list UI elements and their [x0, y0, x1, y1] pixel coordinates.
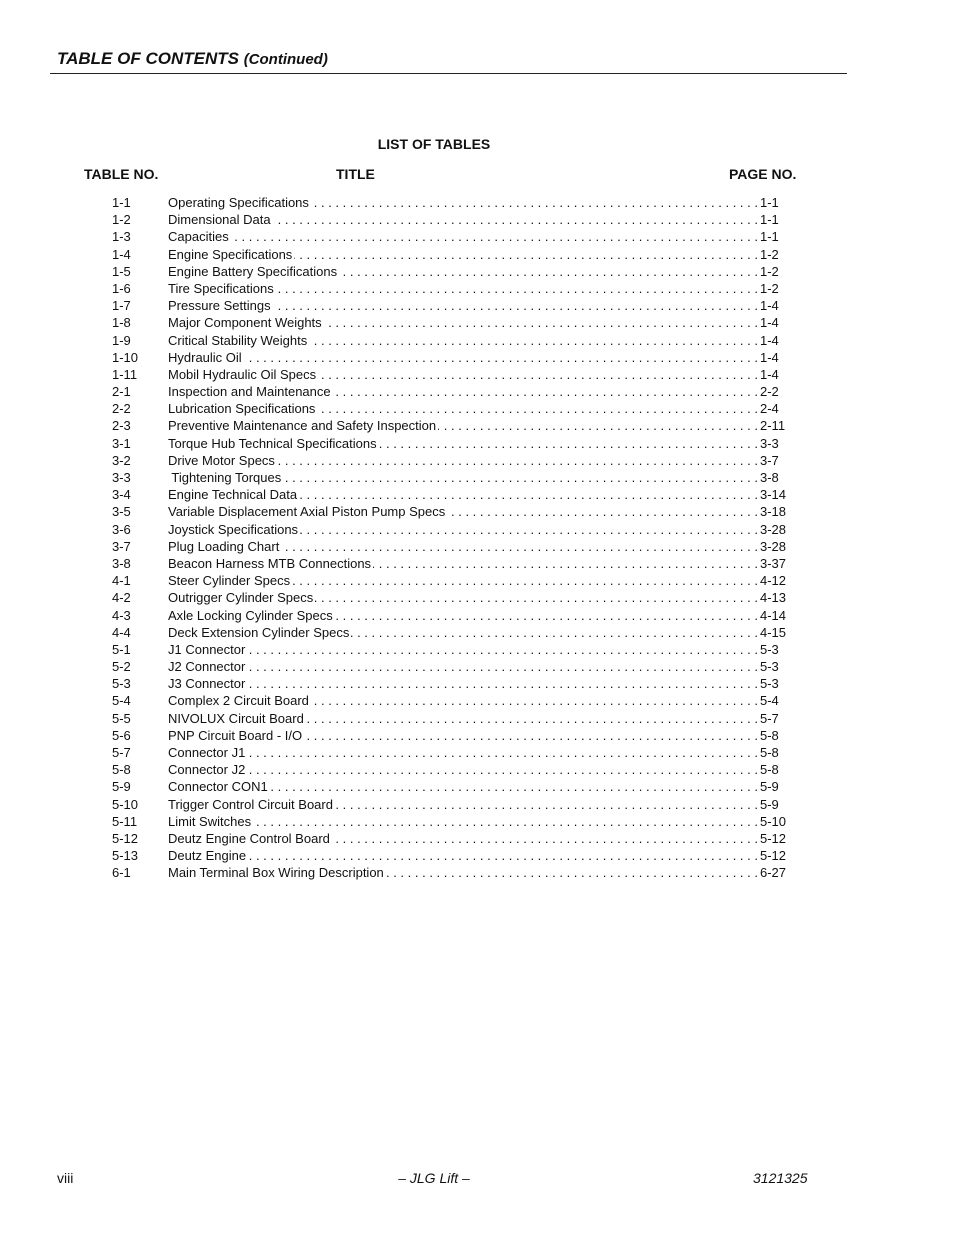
dot-leader	[351, 624, 758, 641]
entry-table-number: 6-1	[112, 865, 131, 881]
list-item[interactable]	[112, 194, 788, 211]
entry-page-number: 3-7	[760, 452, 779, 468]
dot-leader	[299, 486, 758, 503]
list-item[interactable]	[112, 641, 788, 658]
list-item[interactable]	[112, 228, 788, 245]
dot-leader	[273, 297, 758, 314]
list-item[interactable]	[112, 469, 788, 486]
dot-leader	[324, 314, 758, 331]
entry-page-number: 3-8	[760, 470, 779, 485]
list-item[interactable]	[112, 349, 788, 366]
entry-page-number: 5-8	[760, 762, 779, 778]
entry-page-number: 6-27	[760, 865, 787, 881]
dot-leader	[247, 761, 758, 778]
dot-leader	[335, 796, 758, 813]
entry-page-number: 4-13	[760, 590, 787, 606]
entry-page-number: 4-14	[760, 607, 787, 623]
entry-title: Hydraulic Oil	[168, 349, 242, 365]
list-item[interactable]	[112, 211, 788, 228]
entry-title: Tightening Torques	[168, 470, 282, 485]
entry-title: Deutz Engine Control Board	[168, 830, 330, 846]
entry-title: Drive Motor Specs	[168, 452, 275, 468]
dot-leader	[309, 332, 758, 349]
entry-table-number: 1-9	[112, 332, 131, 348]
list-item[interactable]	[112, 710, 788, 727]
entry-table-number: 2-1	[112, 384, 131, 400]
list-item[interactable]	[112, 332, 788, 349]
dot-leader	[253, 813, 758, 830]
entry-title: Major Component Weights	[168, 315, 322, 331]
entry-table-number: 5-12	[112, 830, 139, 846]
entry-title: Limit Switches	[168, 813, 252, 829]
entry-page-number: 5-9	[760, 796, 779, 812]
entry-page-number: 5-3	[760, 641, 779, 657]
entry-table-number: 1-8	[112, 315, 131, 331]
entry-title: Engine Technical Data	[168, 487, 298, 503]
dot-leader	[231, 228, 758, 245]
entry-table-number: 3-6	[112, 521, 131, 537]
header-title-text: TABLE OF CONTENTS	[57, 49, 239, 68]
entry-page-number: 1-1	[760, 195, 779, 210]
list-item[interactable]	[112, 624, 788, 641]
list-item[interactable]	[112, 589, 788, 606]
dot-leader	[335, 607, 758, 624]
list-item[interactable]	[112, 280, 788, 297]
dot-leader	[247, 744, 758, 761]
entry-title: Connector J1	[168, 745, 246, 760]
entry-title: Outrigger Cylinder Specs	[168, 590, 314, 606]
dot-leader	[276, 280, 758, 297]
entry-table-number: 5-11	[112, 813, 138, 829]
footer-publisher: – JLG Lift –	[398, 1170, 470, 1186]
dot-leader	[386, 864, 758, 881]
entry-page-number: 3-28	[760, 521, 787, 537]
entry-table-number: 1-7	[112, 298, 131, 314]
entry-page-number: 3-18	[760, 504, 787, 520]
entry-table-number: 2-3	[112, 418, 131, 434]
list-item[interactable]	[112, 521, 788, 538]
entry-title: Engine Specifications	[168, 246, 293, 262]
list-item[interactable]	[112, 572, 788, 589]
entry-page-number: 3-28	[760, 538, 787, 554]
entry-table-number: 2-2	[112, 401, 131, 417]
footer-document-number: 3121325	[753, 1170, 808, 1186]
dot-leader	[281, 538, 758, 555]
dot-leader	[315, 589, 758, 606]
entry-title: Deutz Engine	[168, 848, 247, 864]
entry-page-number: 5-12	[760, 848, 787, 864]
entry-page-number: 1-4	[760, 315, 779, 331]
entry-page-number: 5-8	[760, 727, 779, 743]
entry-title: Inspection and Maintenance	[168, 384, 331, 400]
entry-page-number: 1-1	[760, 212, 779, 228]
dot-leader	[311, 692, 758, 709]
entry-table-number: 5-10	[112, 796, 139, 812]
list-item[interactable]	[112, 607, 788, 624]
column-header-title: TITLE	[336, 166, 375, 182]
list-item[interactable]	[112, 813, 788, 830]
entry-page-number: 5-10	[760, 813, 787, 829]
entry-title: Torque Hub Technical Specifications	[168, 435, 377, 451]
column-header-table-no: TABLE NO.	[84, 166, 159, 182]
dot-leader	[277, 452, 758, 469]
entry-title: Capacities	[168, 229, 229, 245]
list-item[interactable]	[112, 400, 788, 417]
entry-table-number: 1-3	[112, 229, 131, 245]
entry-title: Tire Specifications	[168, 280, 274, 296]
list-of-tables-heading: LIST OF TABLES	[377, 136, 491, 152]
entry-title: Pressure Settings	[168, 298, 271, 314]
entry-title: NIVOLUX Circuit Board	[168, 710, 304, 726]
list-item[interactable]	[112, 692, 788, 709]
list-item[interactable]	[112, 830, 788, 847]
entry-page-number: 1-4	[760, 349, 779, 365]
dot-leader	[270, 778, 758, 795]
entry-page-number: 5-7	[760, 710, 779, 726]
table-of-contents-list	[112, 194, 788, 882]
list-item[interactable]	[112, 727, 788, 744]
entry-table-number: 5-6	[112, 727, 131, 743]
entry-page-number: 1-2	[760, 246, 779, 262]
entry-title: PNP Circuit Board - I/O	[168, 727, 303, 743]
list-item[interactable]	[112, 263, 788, 280]
entry-table-number: 5-1	[112, 641, 131, 657]
dot-leader	[300, 521, 758, 538]
dot-leader	[317, 400, 758, 417]
entry-table-number: 4-3	[112, 607, 131, 623]
header-continued-text: (Continued)	[243, 51, 328, 68]
dot-leader	[333, 383, 758, 400]
entry-title: Main Terminal Box Wiring Description	[168, 865, 384, 881]
entry-title: Lubrication Specifications	[168, 401, 316, 417]
entry-page-number: 4-12	[760, 573, 787, 589]
list-item[interactable]	[112, 417, 788, 434]
entry-table-number: 1-6	[112, 280, 131, 296]
dot-leader	[339, 263, 758, 280]
dot-leader	[273, 211, 758, 228]
entry-table-number: 4-4	[112, 624, 131, 640]
column-header-page-no: PAGE NO.	[729, 166, 797, 182]
entry-table-number: 5-4	[112, 693, 131, 709]
entry-page-number: 3-14	[760, 487, 787, 503]
footer-page-number: viii	[57, 1170, 74, 1186]
list-item[interactable]	[112, 366, 788, 383]
entry-table-number: 5-8	[112, 762, 131, 778]
dot-leader	[304, 727, 758, 744]
dot-leader	[247, 675, 758, 692]
entry-page-number: 5-4	[760, 693, 779, 709]
dot-leader	[318, 366, 758, 383]
entry-table-number: 3-4	[112, 487, 131, 503]
list-item[interactable]	[112, 435, 788, 452]
list-item[interactable]	[112, 314, 788, 331]
entry-table-number: 3-7	[112, 538, 131, 554]
list-item[interactable]	[112, 778, 788, 795]
entry-page-number: 1-1	[760, 229, 779, 245]
entry-page-number: 2-2	[760, 384, 779, 400]
entry-title: Variable Displacement Axial Piston Pump Specs	[168, 504, 446, 520]
list-item[interactable]	[112, 761, 788, 778]
entry-title: Preventive Maintenance and Safety Inspection	[168, 418, 437, 434]
list-item[interactable]	[112, 864, 788, 881]
entry-table-number: 4-1	[112, 573, 131, 589]
entry-page-number: 1-2	[760, 280, 779, 296]
entry-title: Beacon Harness MTB Connections	[168, 555, 372, 571]
entry-page-number: 5-12	[760, 830, 787, 846]
list-item[interactable]	[112, 538, 788, 555]
dot-leader	[247, 641, 758, 658]
entry-title: Complex 2 Circuit Board	[168, 693, 309, 709]
entry-table-number: 1-11	[112, 366, 138, 382]
entry-page-number: 3-3	[760, 435, 779, 451]
dot-leader	[379, 435, 758, 452]
list-item[interactable]	[112, 452, 788, 469]
entry-page-number: 2-11	[760, 418, 786, 434]
dot-leader	[248, 847, 758, 864]
dot-leader	[306, 710, 758, 727]
entry-table-number: 5-9	[112, 779, 131, 795]
entry-page-number: 5-8	[760, 745, 779, 760]
entry-title: Deck Extension Cylinder Specs	[168, 624, 350, 640]
dot-leader	[311, 194, 758, 211]
list-item[interactable]	[112, 675, 788, 692]
page-header-title	[57, 49, 328, 69]
entry-title: Mobil Hydraulic Oil Specs	[168, 366, 317, 382]
entry-title: J3 Connector	[168, 676, 246, 692]
entry-title: Joystick Specifications	[168, 521, 299, 537]
entry-title: Trigger Control Circuit Board	[168, 796, 333, 812]
entry-table-number: 1-5	[112, 263, 131, 279]
dot-leader	[447, 503, 758, 520]
entry-title: Operating Specifications	[168, 195, 309, 210]
entry-page-number: 1-4	[760, 332, 779, 348]
entry-title: Axle Locking Cylinder Specs	[168, 607, 333, 623]
entry-table-number: 5-2	[112, 659, 131, 675]
entry-table-number: 3-5	[112, 504, 131, 520]
entry-title: J2 Connector	[168, 659, 246, 675]
entry-table-number: 4-2	[112, 590, 131, 606]
list-item[interactable]	[112, 658, 788, 675]
entry-title: Critical Stability Weights	[168, 332, 308, 348]
entry-table-number: 5-3	[112, 676, 131, 692]
list-item[interactable]	[112, 503, 788, 520]
list-item[interactable]	[112, 847, 788, 864]
list-item[interactable]	[112, 555, 788, 572]
entry-page-number: 5-3	[760, 659, 779, 675]
dot-leader	[332, 830, 758, 847]
entry-table-number: 1-4	[112, 246, 131, 262]
list-item[interactable]	[112, 246, 788, 263]
dot-leader	[292, 572, 758, 589]
entry-table-number: 3-3	[112, 470, 131, 485]
header-divider	[50, 73, 847, 74]
entry-page-number: 1-4	[760, 298, 779, 314]
entry-table-number: 1-10	[112, 349, 139, 365]
list-item[interactable]	[112, 383, 788, 400]
dot-leader	[247, 658, 758, 675]
entry-table-number: 1-2	[112, 212, 131, 228]
dot-leader	[438, 417, 758, 434]
list-item[interactable]	[112, 297, 788, 314]
entry-table-number: 3-8	[112, 555, 131, 571]
list-item[interactable]	[112, 486, 788, 503]
entry-table-number: 3-1	[112, 435, 131, 451]
dot-leader	[373, 555, 758, 572]
entry-page-number: 2-4	[760, 401, 779, 417]
entry-table-number: 1-1	[112, 195, 131, 210]
entry-title: Dimensional Data	[168, 212, 271, 228]
list-item[interactable]	[112, 744, 788, 761]
entry-table-number: 3-2	[112, 452, 131, 468]
entry-page-number: 4-15	[760, 624, 787, 640]
list-item[interactable]	[112, 796, 788, 813]
entry-title: Steer Cylinder Specs	[168, 573, 291, 589]
entry-page-number: 1-4	[760, 366, 779, 382]
entry-title: Connector J2	[168, 762, 246, 778]
entry-title: Connector CON1	[168, 779, 268, 795]
entry-page-number: 1-2	[760, 263, 779, 279]
dot-leader	[244, 349, 758, 366]
entry-title: Plug Loading Chart	[168, 538, 280, 554]
entry-table-number: 5-7	[112, 745, 131, 760]
entry-table-number: 5-13	[112, 848, 139, 864]
entry-page-number: 5-3	[760, 676, 779, 692]
dot-leader	[283, 469, 758, 486]
entry-page-number: 5-9	[760, 779, 779, 795]
entry-title: J1 Connector	[168, 641, 246, 657]
entry-page-number: 3-37	[760, 555, 787, 571]
entry-table-number: 5-5	[112, 710, 131, 726]
entry-title: Engine Battery Specifications	[168, 263, 338, 279]
dot-leader	[294, 246, 758, 263]
